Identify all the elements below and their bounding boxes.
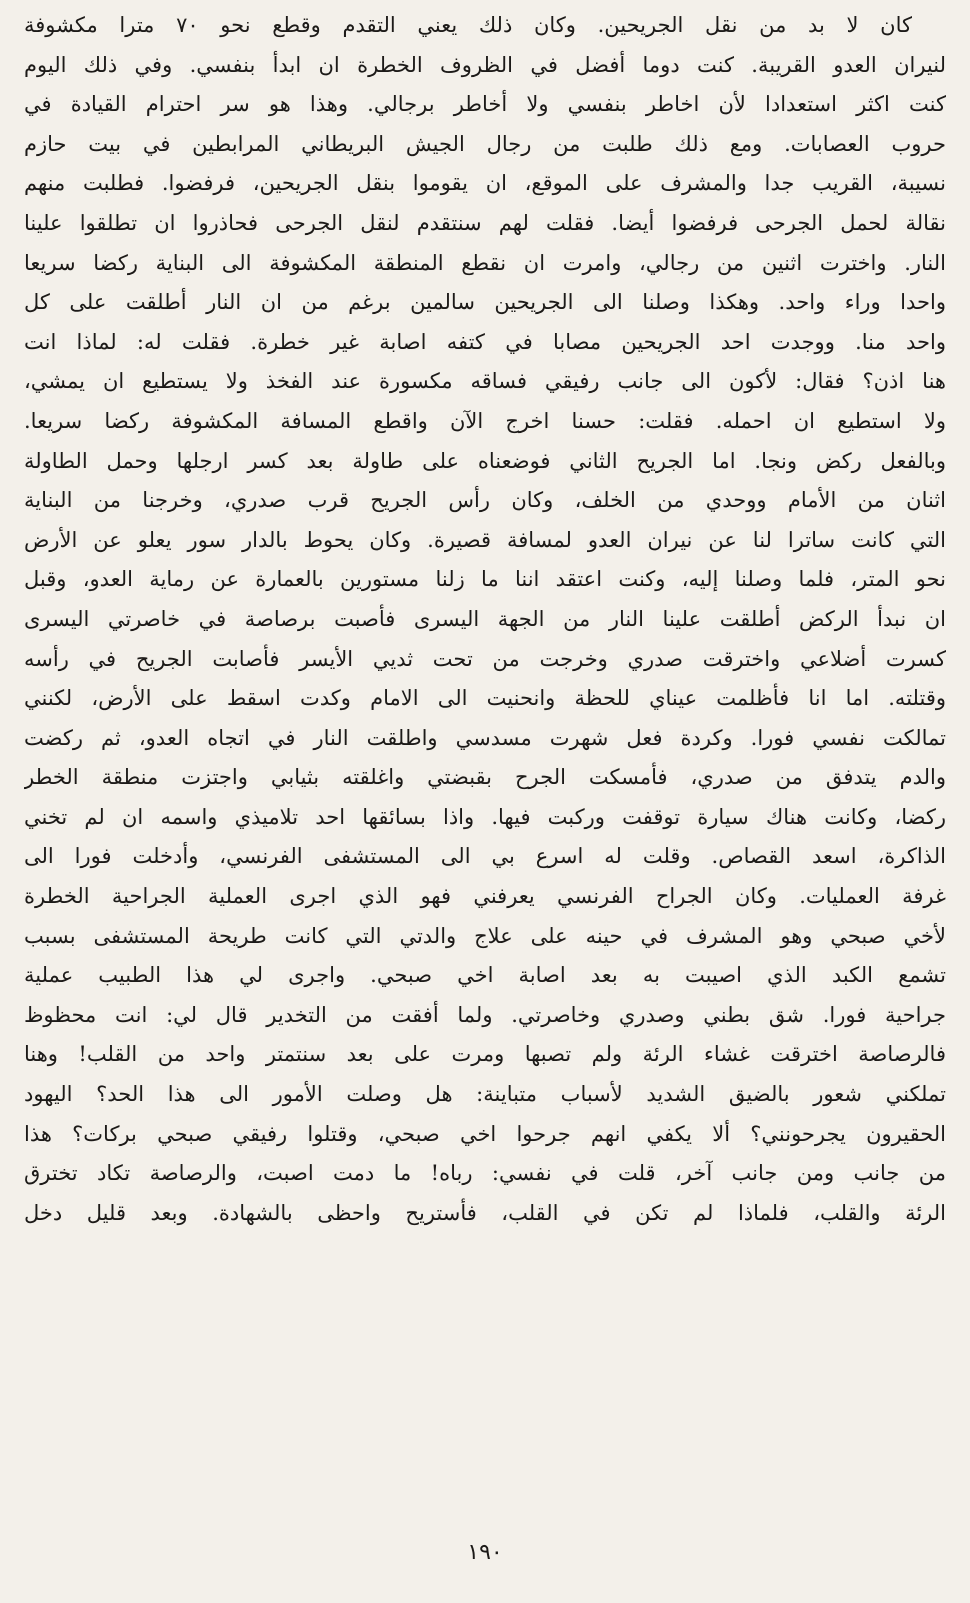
page-body-text [24, 6, 946, 1233]
text-line: ولا استطيع ان احمله. فقلت: حسنا اخرج الآن واقطع المسافة المكشوفة ركضا سريعا. [24, 408, 946, 433]
text-line: وبالفعل ركض ونجا. اما الجريح الثاني فوضعناه على طاولة بعد كسر ارجلها وحمل الطاولة [24, 448, 946, 473]
text-line: الرئة والقلب، فلماذا لم تكن في القلب، فأستريح واحظى بالشهادة. وبعد قليل دخل [24, 1200, 946, 1225]
text-line: وقتلته. اما انا فأظلمت عيناي للحظة وانحنيت الى الامام وكدت اسقط على الأرض، لكنني [24, 686, 946, 711]
text-line: جراحية فورا. شق بطني وصدري وخاصرتي. ولما أفقت من التخدير قال لي: انت محظوظ [24, 1002, 946, 1027]
text-line: حروب العصابات. ومع ذلك طلبت من رجال الجيش البريطاني المرابطين في بيت حازم [24, 131, 946, 156]
text-line: التي كانت ساترا لنا عن نيران العدو لمسافة قصيرة. وكان يحوط بالدار سور يعلو عن الأرض [24, 527, 946, 552]
text-line: لأخي صبحي وهو المشرف في حينه على علاج والدتي التي كانت طريحة المستشفى بسبب [24, 923, 946, 948]
text-line: تمالكت نفسي فورا. وكردة فعل شهرت مسدسي واطلقت النار في اتجاه العدو، ثم ركضت [24, 725, 946, 750]
text-line: غرفة العمليات. وكان الجراح الفرنسي يعرفني فهو الذي اجرى العملية الجراحية الخطرة [24, 884, 946, 909]
text-line: كنت اكثر استعدادا لأن اخاطر بنفسي ولا أخاطر برجالي. وهذا هو سر احترام القيادة في [24, 92, 946, 117]
text-line: الحقيرون يجرحونني؟ ألا يكفي انهم جرحوا اخي صبحي، وقتلوا رفيقي صبحي بركات؟ هذا [24, 1121, 946, 1146]
text-line: الذاكرة، اسعد القصاص. وقلت له اسرع بي الى المستشفى الفرنسي، وأدخلت فورا الى [24, 844, 946, 869]
text-line: ان نبدأ الركض أطلقت علينا النار من الجهة اليسرى فأصبت برصاصة في خاصرتي اليسرى [24, 606, 946, 631]
text-line: فالرصاصة اخترقت غشاء الرئة ولم تصبها ومرت على بعد سنتمتر واحد من القلب! وهنا [24, 1042, 946, 1067]
text-line: واحد منا. ووجدت احد الجريحين مصابا في كتفه اصابة غير خطرة. فقلت له: لماذا انت [24, 329, 946, 354]
text-line: النار. واخترت اثنين من رجالي، وامرت ان نقطع المنطقة المكشوفة الى البناية ركضا سريعا [24, 250, 946, 275]
text-line: نقالة لحمل الجرحى فرفضوا أيضا. فقلت لهم سنتقدم لنقل الجرحى فحاذروا ان تطلقوا علينا [24, 210, 946, 235]
text-line: ركضا، وكانت هناك سيارة توقفت وركبت فيها. واذا بسائقها احد تلاميذي واسمه ان لم تخني [24, 804, 946, 829]
text-line: تشمع الكبد الذي اصيبت به بعد اصابة اخي صبحي. واجرى لي هذا الطبيب عملية [24, 963, 946, 988]
text-line: تملكني شعور بالضيق الشديد لأسباب متباينة: هل وصلت الأمور الى هذا الحد؟ اليهود [24, 1082, 946, 1107]
text-line: هنا اذن؟ فقال: لأكون الى جانب رفيقي فساقه مكسورة عند الفخذ ولا يستطيع ان يمشي، [24, 369, 946, 394]
text-line: كسرت أضلاعي واخترقت صدري وخرجت من تحت ثديي الأيسر فأصابت الجريح في رأسه [24, 646, 946, 671]
text-line: لنيران العدو القريبة. كنت دوما أفضل في الظروف الخطرة ان ابدأ بنفسي. وفي ذلك اليوم [24, 52, 946, 77]
text-line: كان لا بد من نقل الجريحين. وكان ذلك يعني التقدم وقطع نحو ٧٠ مترا مكشوفة [24, 13, 912, 37]
text-line: واحدا وراء واحد. وهكذا وصلنا الى الجريحين سالمين برغم من ان النار أطلقت على كل [24, 290, 946, 315]
text-line: نسيبة، القريب جدا والمشرف على الموقع، ان يقوموا بنقل الجريحين، فرفضوا. فطلبت منهم [24, 171, 946, 196]
text-line: نحو المتر، فلما وصلنا إليه، وكنت اعتقد اننا ما زلنا مستورين بالعمارة عن رماية العدو، وقبل [24, 567, 946, 592]
text-line: اثنان من الأمام ووحدي من الخلف، وكان رأس الجريح قرب صدري، وخرجنا من البناية [24, 488, 946, 513]
page-number: ١٩٠ [467, 1540, 503, 1565]
text-line: والدم يتدفق من صدري، فأمسكت الجرح بقبضتي واغلقته بثيابي واجتزت منطقة الخطر [24, 765, 946, 790]
text-line: من جانب ومن جانب آخر، قلت في نفسي: رباه! ما دمت اصبت، والرصاصة تكاد تخترق [24, 1161, 946, 1186]
